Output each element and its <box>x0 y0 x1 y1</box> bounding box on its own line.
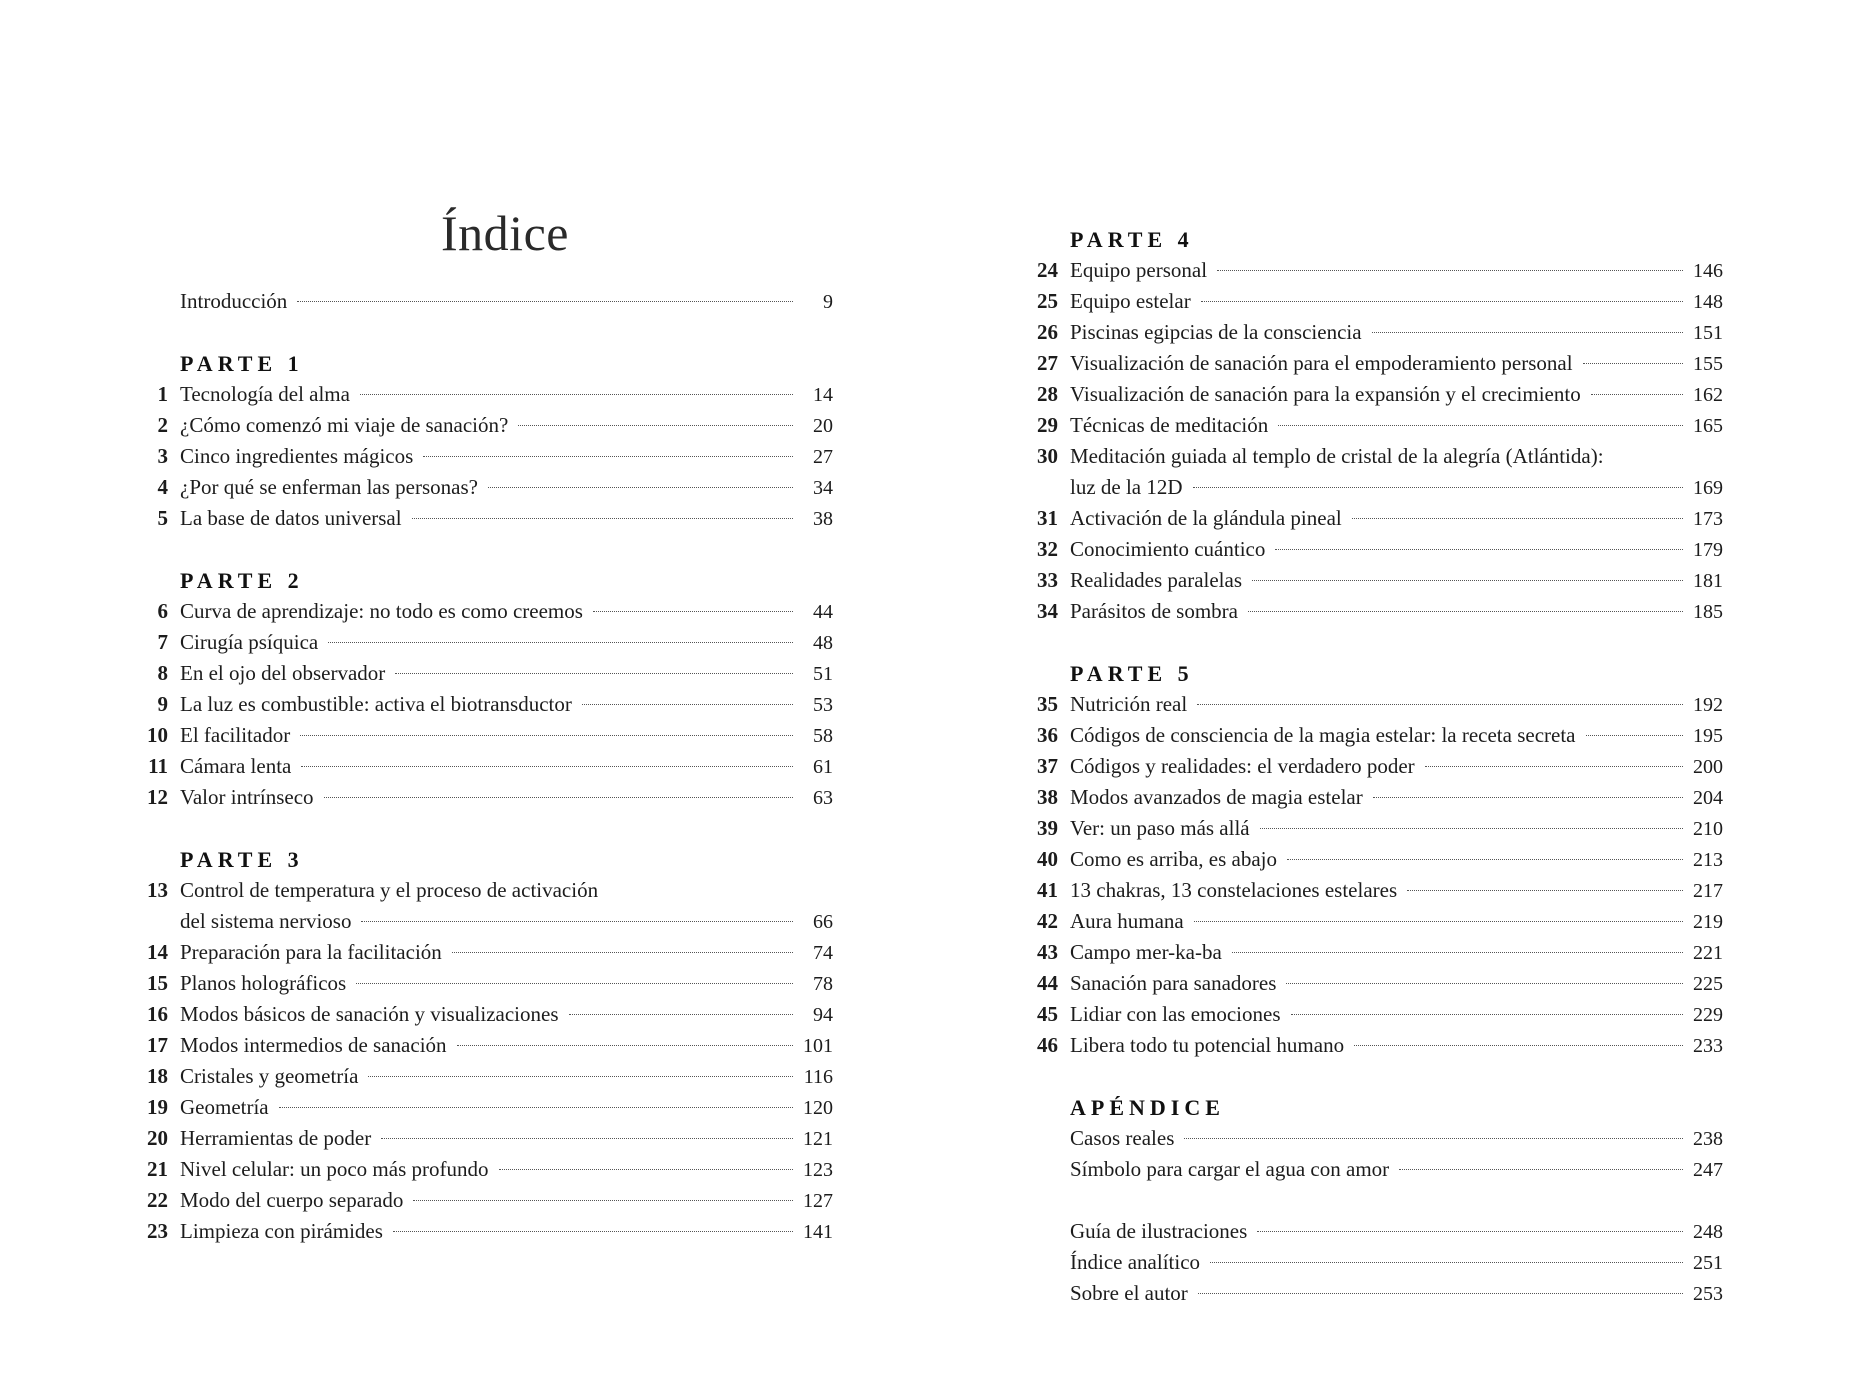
page-number: 162 <box>1693 384 1723 406</box>
toc-entry <box>130 875 833 906</box>
dot-leader <box>1354 1045 1683 1046</box>
page-number: 253 <box>1693 1283 1723 1305</box>
dot-leader <box>413 1200 793 1201</box>
chapter-number: 18 <box>147 1064 168 1088</box>
page-number: 192 <box>1693 694 1723 716</box>
chapter-title: Modos intermedios de sanación <box>180 1033 447 1057</box>
chapter-title: Curva de aprendizaje: no todo es como creemos <box>180 599 583 623</box>
page-number: 179 <box>1693 539 1723 561</box>
dot-leader <box>499 1169 794 1170</box>
chapter-number: 19 <box>147 1095 168 1119</box>
chapter-number: 34 <box>1037 599 1058 623</box>
dot-leader <box>1352 518 1683 519</box>
toc-entry <box>1020 255 1723 286</box>
chapter-title: Parásitos de sombra <box>1070 599 1238 623</box>
dot-leader <box>593 611 793 612</box>
dot-leader <box>488 487 793 488</box>
page-number: 20 <box>813 415 833 437</box>
page-number: 148 <box>1693 291 1723 313</box>
page-number: 146 <box>1693 260 1723 282</box>
toc-entry <box>1020 689 1723 720</box>
chapter-number: 26 <box>1037 320 1058 344</box>
toc-entry <box>1020 1247 1723 1278</box>
toc-entry <box>1020 286 1723 317</box>
toc-entry <box>1020 968 1723 999</box>
toc-entry <box>130 1123 833 1154</box>
chapter-title: Campo mer-ka-ba <box>1070 940 1222 964</box>
dot-leader <box>1193 487 1683 488</box>
page-number: 155 <box>1693 353 1723 375</box>
chapter-title: Nutrición real <box>1070 692 1188 716</box>
dot-leader <box>1260 828 1683 829</box>
chapter-number: 35 <box>1037 692 1058 716</box>
dot-leader <box>301 766 793 767</box>
page-number: 219 <box>1693 911 1723 933</box>
toc-entry <box>130 379 833 410</box>
chapter-number: 45 <box>1037 1002 1058 1026</box>
toc-entry <box>1020 1216 1723 1247</box>
part-heading: PARTE 5 <box>1070 661 1194 686</box>
chapter-title: Equipo personal <box>1070 258 1208 282</box>
chapter-title: Piscinas egipcias de la consciencia <box>1070 320 1362 344</box>
page-number: 78 <box>813 973 833 995</box>
page-number: 229 <box>1693 1004 1723 1026</box>
dot-leader <box>423 456 793 457</box>
toc-entry <box>1020 379 1723 410</box>
chapter-number: 2 <box>157 413 168 437</box>
page-number: 248 <box>1693 1221 1723 1243</box>
dot-leader <box>1184 1138 1683 1139</box>
toc-entry <box>1020 472 1723 503</box>
toc-entry <box>130 1092 833 1123</box>
chapter-title: Guía de ilustraciones <box>1070 1219 1248 1243</box>
chapter-number: 14 <box>147 940 168 964</box>
chapter-title: del sistema nervioso <box>180 909 352 933</box>
dot-leader <box>381 1138 793 1139</box>
chapter-title: Cinco ingredientes mágicos <box>180 444 414 468</box>
page-number: 195 <box>1693 725 1723 747</box>
dot-leader <box>1248 611 1683 612</box>
part-heading: PARTE 2 <box>180 568 304 593</box>
chapter-title: Lidiar con las emociones <box>1070 1002 1281 1026</box>
page-number: 123 <box>803 1159 833 1181</box>
chapter-title: La luz es combustible: activa el biotransductor <box>180 692 572 716</box>
chapter-number: 37 <box>1037 754 1058 778</box>
chapter-number: 21 <box>147 1157 168 1181</box>
page-number: 94 <box>813 1004 833 1026</box>
chapter-title: Herramientas de poder <box>180 1126 372 1150</box>
toc-entry <box>130 999 833 1030</box>
toc-entry <box>130 410 833 441</box>
toc-entry <box>1020 596 1723 627</box>
page-number: 53 <box>813 694 833 716</box>
chapter-number: 27 <box>1037 351 1058 375</box>
page-number: 165 <box>1693 415 1723 437</box>
dot-leader <box>360 394 793 395</box>
chapter-title: Visualización de sanación para la expansión y el crecimiento <box>1070 382 1581 406</box>
page-number: 14 <box>813 384 833 406</box>
chapter-number: 44 <box>1037 971 1058 995</box>
toc-entry <box>1020 565 1723 596</box>
page-number: 251 <box>1693 1252 1723 1274</box>
dot-leader <box>452 952 793 953</box>
chapter-title: Realidades paralelas <box>1070 568 1242 592</box>
chapter-title: Como es arriba, es abajo <box>1070 847 1278 871</box>
page-title: Índice <box>441 204 569 261</box>
dot-leader <box>356 983 793 984</box>
section-spacer <box>130 317 833 348</box>
section-spacer <box>1020 627 1723 658</box>
chapter-title: Cirugía psíquica <box>180 630 319 654</box>
chapter-number: 1 <box>157 382 168 406</box>
toc-entry <box>130 751 833 782</box>
dot-leader <box>569 1014 794 1015</box>
toc-entry <box>130 906 833 937</box>
page-number: 181 <box>1693 570 1723 592</box>
page-number: 116 <box>803 1066 833 1088</box>
page-number: 204 <box>1693 787 1723 809</box>
chapter-title: Equipo estelar <box>1070 289 1191 313</box>
dot-leader <box>1197 704 1683 705</box>
dot-leader <box>1291 1014 1683 1015</box>
dot-leader <box>1257 1231 1683 1232</box>
toc-entry <box>130 441 833 472</box>
chapter-number: 32 <box>1037 537 1058 561</box>
toc-entry <box>130 286 833 317</box>
toc-entry <box>130 1216 833 1247</box>
page-number: 9 <box>823 291 833 313</box>
dot-leader <box>1372 332 1683 333</box>
toc-entry <box>130 782 833 813</box>
toc-entry <box>1020 751 1723 782</box>
chapter-title: Libera todo tu potencial humano <box>1070 1033 1345 1057</box>
page-number: 74 <box>813 942 833 964</box>
chapter-title: Nivel celular: un poco más profundo <box>180 1157 489 1181</box>
chapter-title: Cámara lenta <box>180 754 292 778</box>
chapter-title: Introducción <box>180 289 288 313</box>
dot-leader <box>1252 580 1683 581</box>
dot-leader <box>582 704 793 705</box>
chapter-number: 22 <box>147 1188 168 1212</box>
chapter-number: 6 <box>157 599 168 623</box>
toc-entry <box>1020 813 1723 844</box>
chapter-number: 16 <box>147 1002 168 1026</box>
chapter-number: 40 <box>1037 847 1058 871</box>
part-heading: PARTE 1 <box>180 351 304 376</box>
toc-entry <box>1020 441 1723 472</box>
part-heading: APÉNDICE <box>1070 1095 1225 1120</box>
toc-entry <box>1020 875 1723 906</box>
chapter-number: 39 <box>1037 816 1058 840</box>
chapter-number: 7 <box>157 630 168 654</box>
page-number: 27 <box>813 446 833 468</box>
toc-entry <box>1020 937 1723 968</box>
chapter-title: Códigos y realidades: el verdadero poder <box>1070 754 1415 778</box>
toc-entry <box>1020 844 1723 875</box>
dot-leader <box>1583 363 1683 364</box>
dot-leader <box>1217 270 1683 271</box>
page-number: 185 <box>1693 601 1723 623</box>
toc-entry <box>130 689 833 720</box>
page-number: 217 <box>1693 880 1723 902</box>
page-number: 141 <box>803 1221 833 1243</box>
chapter-title: El facilitador <box>180 723 291 747</box>
chapter-number: 20 <box>147 1126 168 1150</box>
toc-entry <box>1020 410 1723 441</box>
dot-leader <box>361 921 793 922</box>
chapter-number: 24 <box>1037 258 1058 282</box>
dot-leader <box>1591 394 1683 395</box>
dot-leader <box>1586 735 1684 736</box>
dot-leader <box>1278 425 1683 426</box>
chapter-title: Modo del cuerpo separado <box>180 1188 404 1212</box>
toc-entry <box>1020 503 1723 534</box>
chapter-number: 3 <box>157 444 168 468</box>
chapter-title: 13 chakras, 13 constelaciones estelares <box>1070 878 1398 902</box>
toc-entry <box>130 658 833 689</box>
chapter-number: 15 <box>147 971 168 995</box>
page-number: 169 <box>1693 477 1723 499</box>
toc-entry <box>130 472 833 503</box>
chapter-number: 28 <box>1037 382 1058 406</box>
chapter-number: 23 <box>147 1219 168 1243</box>
chapter-title: Casos reales <box>1070 1126 1175 1150</box>
dot-leader <box>297 301 793 302</box>
dot-leader <box>1373 797 1683 798</box>
page-number: 200 <box>1693 756 1723 778</box>
chapter-number: 13 <box>147 878 168 902</box>
page-number: 127 <box>803 1190 833 1212</box>
dot-leader <box>1201 301 1683 302</box>
page-number: 120 <box>803 1097 833 1119</box>
part-heading: PARTE 4 <box>1070 227 1194 252</box>
toc-entry <box>130 1061 833 1092</box>
page-number: 34 <box>813 477 833 499</box>
chapter-title: Modos básicos de sanación y visualizaciones <box>180 1002 559 1026</box>
chapter-title: Preparación para la facilitación <box>180 940 442 964</box>
dot-leader <box>1194 921 1683 922</box>
toc-entry <box>1020 906 1723 937</box>
chapter-title: La base de datos universal <box>180 506 402 530</box>
chapter-title: Meditación guiada al templo de cristal de la alegría (Atlántida): <box>1070 444 1604 468</box>
toc-right-column <box>1020 224 1723 1309</box>
chapter-number: 4 <box>157 475 168 499</box>
toc-entry <box>130 1154 833 1185</box>
section-spacer <box>1020 1185 1723 1216</box>
dot-leader <box>395 673 793 674</box>
page-number: 51 <box>813 663 833 685</box>
dot-leader <box>393 1231 793 1232</box>
page-number: 44 <box>813 601 833 623</box>
toc-entry <box>1020 317 1723 348</box>
page-number: 101 <box>803 1035 833 1057</box>
chapter-title: luz de la 12D <box>1070 475 1183 499</box>
toc-entry <box>130 1030 833 1061</box>
page-number: 66 <box>813 911 833 933</box>
toc-entry <box>1020 348 1723 379</box>
section-spacer <box>130 813 833 844</box>
chapter-number: 43 <box>1037 940 1058 964</box>
dot-leader <box>412 518 793 519</box>
page-number: 221 <box>1693 942 1723 964</box>
toc-entry <box>1020 1278 1723 1309</box>
page-number: 38 <box>813 508 833 530</box>
chapter-title: Control de temperatura y el proceso de activación <box>180 878 599 902</box>
page-number: 233 <box>1693 1035 1723 1057</box>
chapter-number: 33 <box>1037 568 1058 592</box>
dot-leader <box>279 1107 793 1108</box>
dot-leader <box>300 735 793 736</box>
dot-leader <box>1287 859 1683 860</box>
chapter-title: Tecnología del alma <box>180 382 350 406</box>
toc-entry <box>130 1185 833 1216</box>
chapter-number: 5 <box>157 506 168 530</box>
dot-leader <box>1286 983 1683 984</box>
chapter-title: Ver: un paso más allá <box>1070 816 1250 840</box>
chapter-number: 46 <box>1037 1033 1058 1057</box>
page-number: 247 <box>1693 1159 1723 1181</box>
chapter-title: Símbolo para cargar el agua con amor <box>1070 1157 1390 1181</box>
toc-entry <box>130 937 833 968</box>
chapter-title: Códigos de consciencia de la magia estelar: la receta secreta <box>1070 723 1576 747</box>
chapter-title: Valor intrínseco <box>180 785 314 809</box>
chapter-title: Limpieza con pirámides <box>180 1219 383 1243</box>
chapter-title: Índice analítico <box>1070 1250 1201 1274</box>
dot-leader <box>1232 952 1683 953</box>
chapter-number: 41 <box>1037 878 1058 902</box>
toc-left-column <box>130 286 833 1247</box>
toc-entry <box>1020 782 1723 813</box>
dot-leader <box>1407 890 1683 891</box>
chapter-title: En el ojo del observador <box>180 661 386 685</box>
chapter-title: Visualización de sanación para el empoderamiento personal <box>1070 351 1573 375</box>
toc-entry <box>1020 534 1723 565</box>
chapter-number: 29 <box>1037 413 1058 437</box>
page-number: 225 <box>1693 973 1723 995</box>
toc-entry <box>130 627 833 658</box>
dot-leader <box>1198 1293 1683 1294</box>
dot-leader <box>1399 1169 1683 1170</box>
dot-leader <box>457 1045 793 1046</box>
chapter-number: 30 <box>1037 444 1058 468</box>
chapter-number: 25 <box>1037 289 1058 313</box>
section-spacer <box>130 534 833 565</box>
chapter-number: 42 <box>1037 909 1058 933</box>
chapter-title: Aura humana <box>1070 909 1184 933</box>
toc-entry <box>130 503 833 534</box>
page-number: 61 <box>813 756 833 778</box>
page-number: 210 <box>1693 818 1723 840</box>
chapter-number: 31 <box>1037 506 1058 530</box>
chapter-title: Conocimiento cuántico <box>1070 537 1266 561</box>
chapter-number: 11 <box>148 754 168 778</box>
toc-entry <box>130 968 833 999</box>
chapter-number: 10 <box>147 723 168 747</box>
chapter-title: Técnicas de meditación <box>1070 413 1269 437</box>
toc-entry <box>1020 1030 1723 1061</box>
page-number: 213 <box>1693 849 1723 871</box>
chapter-title: Planos holográficos <box>180 971 347 995</box>
dot-leader <box>1425 766 1683 767</box>
chapter-title: Activación de la glándula pineal <box>1070 506 1342 530</box>
chapter-number: 38 <box>1037 785 1058 809</box>
toc-entry <box>130 596 833 627</box>
page-number: 173 <box>1693 508 1723 530</box>
chapter-title: Sanación para sanadores <box>1070 971 1277 995</box>
section-spacer <box>1020 1061 1723 1092</box>
page-number: 238 <box>1693 1128 1723 1150</box>
chapter-title: Sobre el autor <box>1070 1281 1188 1305</box>
chapter-number: 9 <box>157 692 168 716</box>
chapter-title: ¿Cómo comenzó mi viaje de sanación? <box>180 413 509 437</box>
toc-entry <box>1020 720 1723 751</box>
page-number: 151 <box>1693 322 1723 344</box>
toc-entry <box>130 720 833 751</box>
toc-entry <box>1020 1123 1723 1154</box>
dot-leader <box>368 1076 793 1077</box>
dot-leader <box>1275 549 1683 550</box>
chapter-title: Cristales y geometría <box>180 1064 359 1088</box>
toc-entry <box>1020 1154 1723 1185</box>
chapter-number: 12 <box>147 785 168 809</box>
page-number: 63 <box>813 787 833 809</box>
part-heading: PARTE 3 <box>180 847 304 872</box>
chapter-number: 17 <box>147 1033 168 1057</box>
chapter-number: 8 <box>157 661 168 685</box>
dot-leader <box>1210 1262 1683 1263</box>
page-number: 48 <box>813 632 833 654</box>
dot-leader <box>518 425 793 426</box>
chapter-number: 36 <box>1037 723 1058 747</box>
toc-entry <box>1020 999 1723 1030</box>
dot-leader <box>328 642 793 643</box>
page-number: 121 <box>803 1128 833 1150</box>
chapter-title: Modos avanzados de magia estelar <box>1070 785 1363 809</box>
chapter-title: ¿Por qué se enferman las personas? <box>180 475 478 499</box>
page-number: 58 <box>813 725 833 747</box>
dot-leader <box>324 797 793 798</box>
chapter-title: Geometría <box>180 1095 269 1119</box>
